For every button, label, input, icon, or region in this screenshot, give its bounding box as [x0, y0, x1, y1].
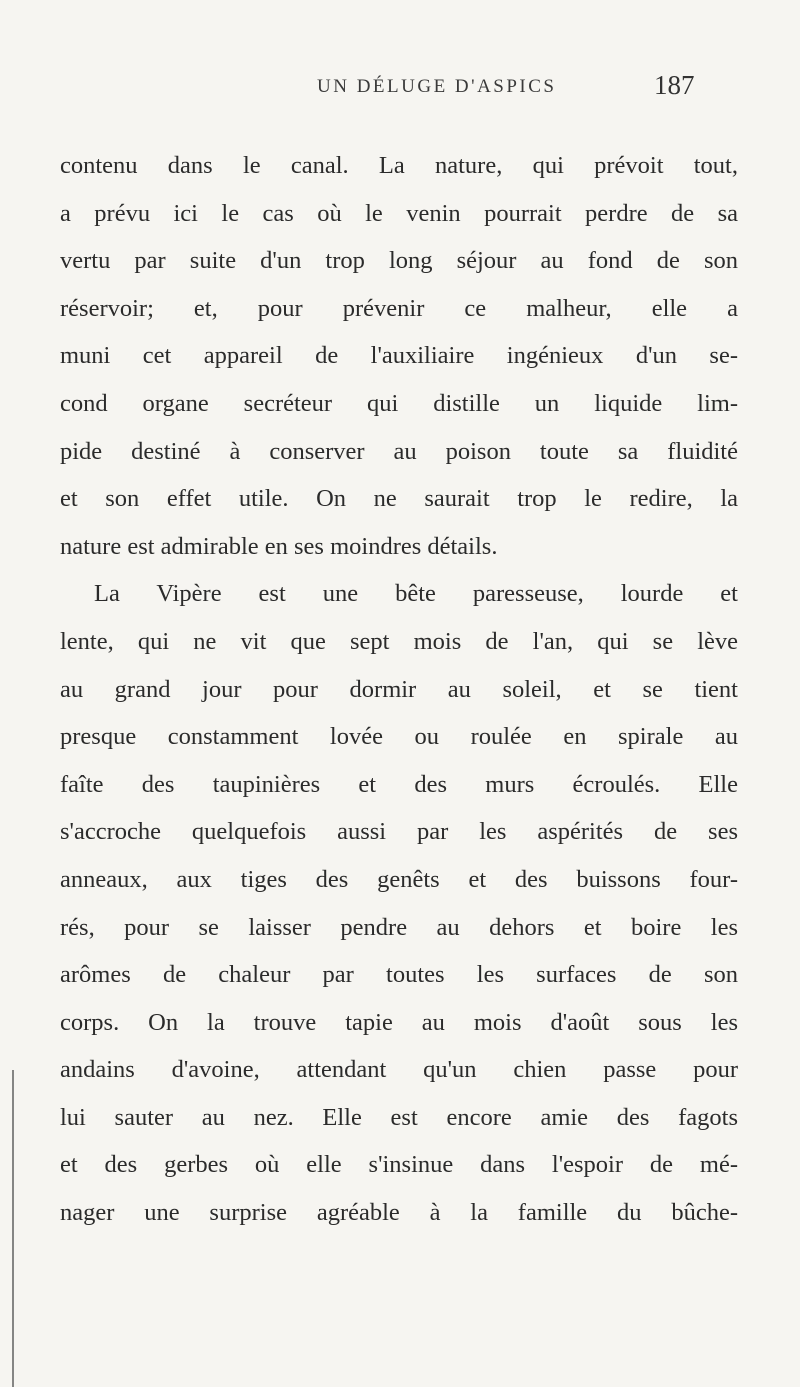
text-line: contenu dans le canal. La nature, qui prévoit tout, — [60, 152, 738, 179]
text-line: muni cet appareil de l'auxiliaire ingénieux d'un se- — [60, 342, 738, 370]
text-line: lui sauter au nez. Elle est encore amie des fagots — [60, 1103, 738, 1131]
text-line: corps. On la trouve tapie au mois d'août sous les — [60, 1008, 738, 1036]
text-line: rés, pour se laisser pendre au dehors et boire les — [60, 913, 738, 941]
text-line: a prévu ici le cas où le venin pourrait perdre de sa — [60, 199, 738, 227]
text-line: nager une surprise agréable à la famille du bûche- — [60, 1199, 738, 1227]
page-number: 187 — [654, 70, 695, 100]
text-line: arômes de chaleur par toutes les surfaces de son — [60, 961, 738, 989]
text-line: cond organe secréteur qui distille un liquide lim- — [60, 389, 738, 417]
text-line: et des gerbes où elle s'insinue dans l'espoir de mé- — [60, 1151, 738, 1179]
text-line: andains d'avoine, attendant qu'un chien passe pour — [60, 1056, 738, 1084]
body-text — [60, 142, 738, 1237]
text-line: faîte des taupinières et des murs écroulés. Elle — [60, 770, 738, 798]
text-line: réservoir; et, pour prévenir ce malheur, elle a — [60, 294, 738, 322]
page-edge-line — [12, 1070, 14, 1387]
text-line: anneaux, aux tiges des genêts et des buissons four- — [60, 865, 738, 893]
text-line: et son effet utile. On ne saurait trop le redire, la — [60, 485, 738, 513]
text-line: La Vipère est une bête paresseuse, lourde et — [94, 580, 738, 608]
text-line: lente, qui ne vit que sept mois de l'an, qui se lève — [60, 627, 738, 655]
text-line: presque constamment lovée ou roulée en spirale au — [60, 723, 738, 751]
text-line: au grand jour pour dormir au soleil, et se tient — [60, 675, 738, 703]
running-title: UN DÉLUGE D'ASPICS — [317, 76, 557, 97]
text-line: s'accroche quelquefois aussi par les aspérités de ses — [60, 818, 738, 846]
text-line: pide destiné à conserver au poison toute sa fluidité — [60, 437, 738, 465]
text-line: nature est admirable en ses moindres détails. — [60, 532, 498, 560]
text-line: vertu par suite d'un trop long séjour au fond de son — [60, 247, 738, 275]
page-header — [60, 70, 740, 110]
